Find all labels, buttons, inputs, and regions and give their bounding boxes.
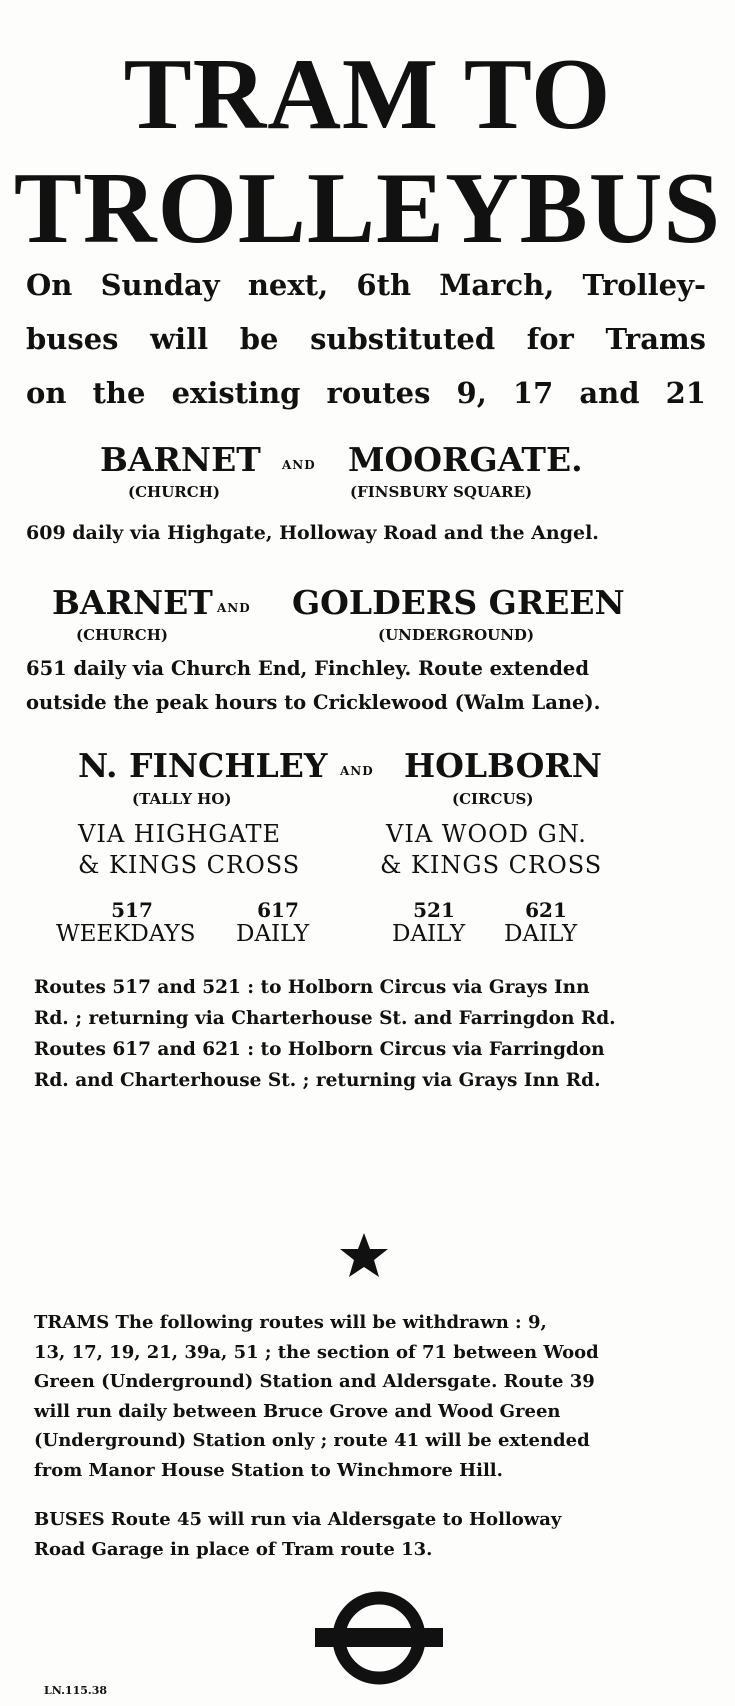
print-code: LN.115.38 bbox=[44, 1684, 108, 1697]
service-days: DAILY bbox=[504, 921, 578, 947]
service-number: 517 bbox=[111, 898, 153, 922]
route2-to: GOLDERS GREEN bbox=[292, 583, 625, 622]
trams-notice-line: TRAMS The following routes will be withdrawn : 9, bbox=[34, 1312, 547, 1333]
service-number: 617 bbox=[257, 898, 299, 922]
intro-line: On Sunday next, 6th March, Trolley- bbox=[26, 268, 706, 302]
trams-notice-line: Green (Underground) Station and Aldersgate. Route 39 bbox=[34, 1371, 595, 1392]
buses-notice bbox=[34, 1505, 702, 1565]
route3-via-right: VIA WOOD GN. bbox=[386, 820, 587, 848]
service-days: WEEKDAYS bbox=[56, 921, 196, 947]
route1-and: AND bbox=[282, 458, 316, 472]
route3-and: AND bbox=[340, 764, 374, 778]
trams-notice bbox=[34, 1308, 702, 1485]
route3-to: HOLBORN bbox=[404, 746, 602, 785]
route3-to-sub: (CIRCUS) bbox=[452, 790, 534, 808]
route3-from: N. FINCHLEY bbox=[78, 746, 328, 785]
route2-to-sub: (UNDERGROUND) bbox=[378, 626, 535, 644]
buses-notice-line: BUSES Route 45 will run via Aldersgate to Holloway bbox=[34, 1509, 562, 1530]
intro-text bbox=[26, 258, 706, 420]
route1-to-sub: (FINSBURY SQUARE) bbox=[350, 483, 533, 501]
service-days: DAILY bbox=[392, 921, 466, 947]
intro-line: on the existing routes 9, 17 and 21 bbox=[26, 376, 706, 410]
london-transport-roundel-logo bbox=[315, 1588, 443, 1688]
trams-notice-line: (Underground) Station only ; route 41 will be extended bbox=[34, 1430, 590, 1451]
route3-note-line: Rd. ; returning via Charterhouse St. and Farringdon Rd. bbox=[34, 1008, 616, 1029]
route3-via-left: VIA HIGHGATE bbox=[78, 820, 282, 848]
route3-note-line: Routes 617 and 621 : to Holborn Circus via Farringdon bbox=[34, 1039, 605, 1060]
route3-via-right: & KINGS CROSS bbox=[380, 851, 603, 879]
route1-description: 609 daily via Highgate, Holloway Road and the Angel. bbox=[26, 522, 599, 544]
route3-from-sub: (TALLY HO) bbox=[132, 790, 232, 808]
route2-and: AND bbox=[217, 601, 251, 615]
route3-note-line: Routes 517 and 521 : to Holborn Circus via Grays Inn bbox=[34, 977, 590, 998]
route2-description-line: 651 daily via Church End, Finchley. Route extended bbox=[26, 657, 589, 680]
service-number: 621 bbox=[525, 898, 567, 922]
route1-to: MOORGATE. bbox=[348, 440, 583, 479]
intro-line: buses will be substituted for Trams bbox=[26, 322, 706, 356]
route3-notes bbox=[34, 972, 702, 1096]
route2-from: BARNET bbox=[52, 583, 213, 622]
route3-via-left: & KINGS CROSS bbox=[78, 851, 301, 879]
buses-notice-line: Road Garage in place of Tram route 13. bbox=[34, 1539, 433, 1560]
headline-line-1: TRAM TO bbox=[123, 38, 612, 151]
headline-line-2: TROLLEYBUS bbox=[13, 152, 722, 265]
route2-from-sub: (CHURCH) bbox=[76, 626, 168, 644]
trams-notice-line: 13, 17, 19, 21, 39a, 51 ; the section of 71 between Wood bbox=[34, 1341, 599, 1363]
route2-description-line: outside the peak hours to Cricklewood (Walm Lane). bbox=[26, 691, 601, 714]
route1-from: BARNET bbox=[100, 440, 261, 479]
service-number: 521 bbox=[413, 898, 455, 922]
trams-notice-line: from Manor House Station to Winchmore Hill. bbox=[34, 1459, 503, 1481]
service-days: DAILY bbox=[236, 921, 310, 947]
route1-from-sub: (CHURCH) bbox=[128, 483, 220, 501]
trams-notice-line: will run daily between Bruce Grove and Wood Green bbox=[34, 1400, 561, 1422]
route3-note-line: Rd. and Charterhouse St. ; returning via Grays Inn Rd. bbox=[34, 1070, 601, 1091]
star-icon bbox=[338, 1231, 390, 1279]
